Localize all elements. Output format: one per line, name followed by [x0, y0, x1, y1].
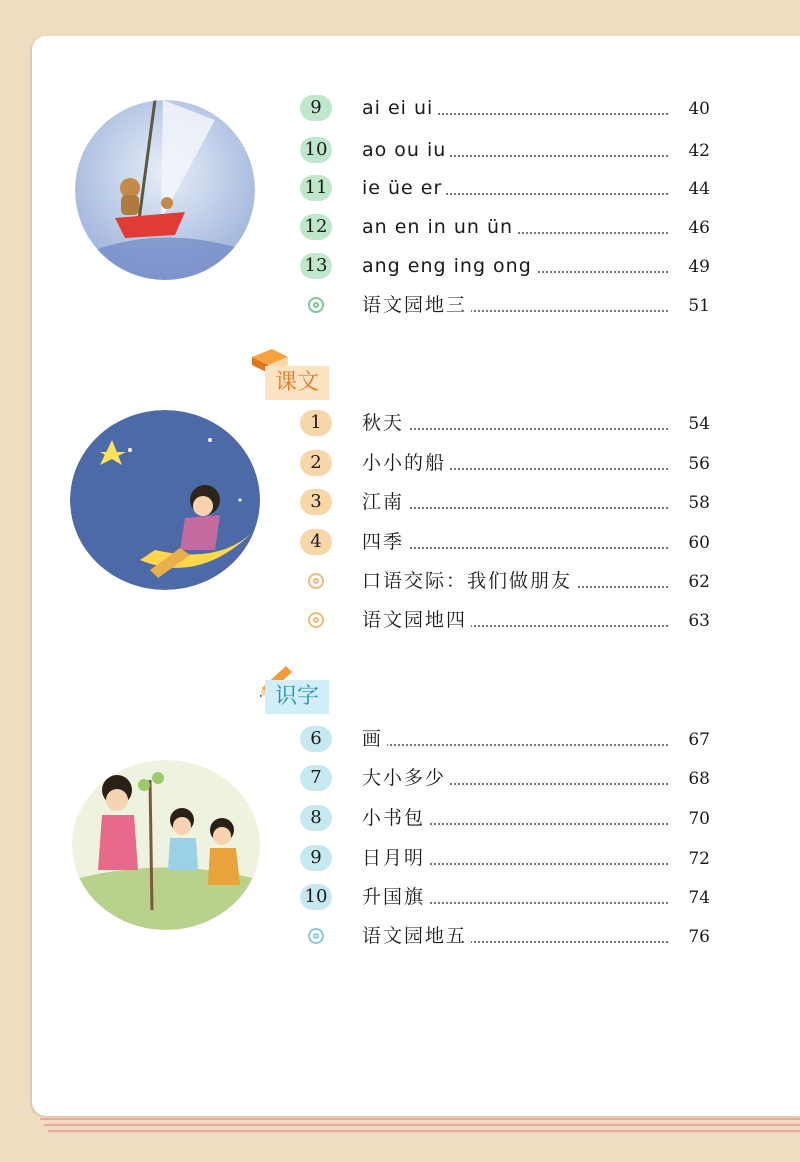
entry-title: 语文园地五	[362, 922, 471, 952]
entry-title: 语文园地三	[362, 291, 471, 321]
double-circle-icon	[308, 297, 324, 313]
toc-entry[interactable]	[300, 567, 710, 597]
entry-page: 42	[688, 141, 710, 161]
toc-entry[interactable]	[300, 449, 710, 479]
page-edge	[48, 1130, 800, 1132]
moon-girl-illustration	[70, 410, 260, 590]
entry-number: 8	[300, 805, 332, 831]
entry-title: 秋天	[362, 409, 408, 439]
double-circle-icon	[308, 612, 324, 628]
entry-page: 40	[688, 99, 710, 119]
toc-entry[interactable]	[300, 844, 710, 874]
toc-entry[interactable]	[300, 764, 710, 794]
sailboat-illustration	[75, 100, 255, 280]
entry-marker	[300, 292, 332, 318]
entry-title: 升国旗	[362, 883, 429, 913]
entry-number: 10	[300, 137, 332, 163]
entry-title: 语文园地四	[362, 606, 471, 636]
entry-title: an en in un ün	[362, 213, 517, 243]
entry-title: ie üe er	[362, 174, 446, 204]
toc-entry[interactable]	[300, 725, 710, 755]
entry-page: 51	[688, 296, 710, 316]
entry-title: 小小的船	[362, 449, 450, 479]
entry-page: 62	[688, 572, 710, 592]
entry-number: 4	[300, 529, 332, 555]
entry-marker	[300, 568, 332, 594]
entry-number: 9	[300, 95, 332, 121]
entry-page: 70	[688, 809, 710, 829]
entry-page: 60	[688, 533, 710, 553]
children-planting-illustration	[72, 760, 260, 930]
toc-entry[interactable]	[300, 213, 710, 243]
toc-entry[interactable]	[300, 94, 710, 124]
toc-entry[interactable]	[300, 804, 710, 834]
entry-number: 9	[300, 845, 332, 871]
entry-title: ao ou iu	[362, 136, 450, 166]
double-circle-icon	[308, 573, 324, 589]
toc-entry[interactable]	[300, 528, 710, 558]
toc-entry[interactable]	[300, 174, 710, 204]
entry-title: 口语交际：我们做朋友	[362, 567, 576, 597]
entry-title: ai ei ui	[362, 94, 437, 124]
toc-entry[interactable]	[300, 883, 710, 913]
dot-leader	[362, 744, 668, 746]
entry-page: 76	[688, 927, 710, 947]
entry-title: 江南	[362, 488, 408, 518]
page-edge	[44, 1124, 800, 1126]
entry-page: 67	[688, 730, 710, 750]
entry-number: 11	[300, 175, 332, 201]
entry-number: 10	[300, 884, 332, 910]
entry-page: 74	[688, 888, 710, 908]
entry-page: 68	[688, 769, 710, 789]
entry-page: 54	[688, 414, 710, 434]
entry-page: 49	[688, 257, 710, 277]
entry-title: 四季	[362, 528, 408, 558]
entry-marker	[300, 607, 332, 633]
entry-number: 7	[300, 765, 332, 791]
entry-title: 大小多少	[362, 764, 450, 794]
toc-entry[interactable]	[300, 922, 710, 952]
toc-entry[interactable]	[300, 409, 710, 439]
entry-number: 13	[300, 253, 332, 279]
entry-marker	[300, 923, 332, 949]
entry-title: ang eng ing ong	[362, 252, 536, 282]
entry-title: 画	[362, 725, 387, 755]
section-header-kewen: 课文	[265, 366, 329, 400]
toc-entry[interactable]	[300, 136, 710, 166]
entry-number: 12	[300, 214, 332, 240]
entry-number: 2	[300, 450, 332, 476]
toc-entry[interactable]	[300, 488, 710, 518]
entry-page: 46	[688, 218, 710, 238]
section-header-shizi: 识字	[265, 680, 329, 714]
entry-number: 1	[300, 410, 332, 436]
entry-page: 44	[688, 179, 710, 199]
toc-entry[interactable]	[300, 291, 710, 321]
entry-number: 6	[300, 726, 332, 752]
toc-entry[interactable]	[300, 252, 710, 282]
entry-page: 56	[688, 454, 710, 474]
page-edge	[40, 1118, 800, 1120]
toc-entry[interactable]	[300, 606, 710, 636]
double-circle-icon	[308, 928, 324, 944]
entry-page: 63	[688, 611, 710, 631]
entry-page: 58	[688, 493, 710, 513]
entry-title: 日月明	[362, 844, 429, 874]
entry-page: 72	[688, 849, 710, 869]
entry-number: 3	[300, 489, 332, 515]
entry-title: 小书包	[362, 804, 429, 834]
